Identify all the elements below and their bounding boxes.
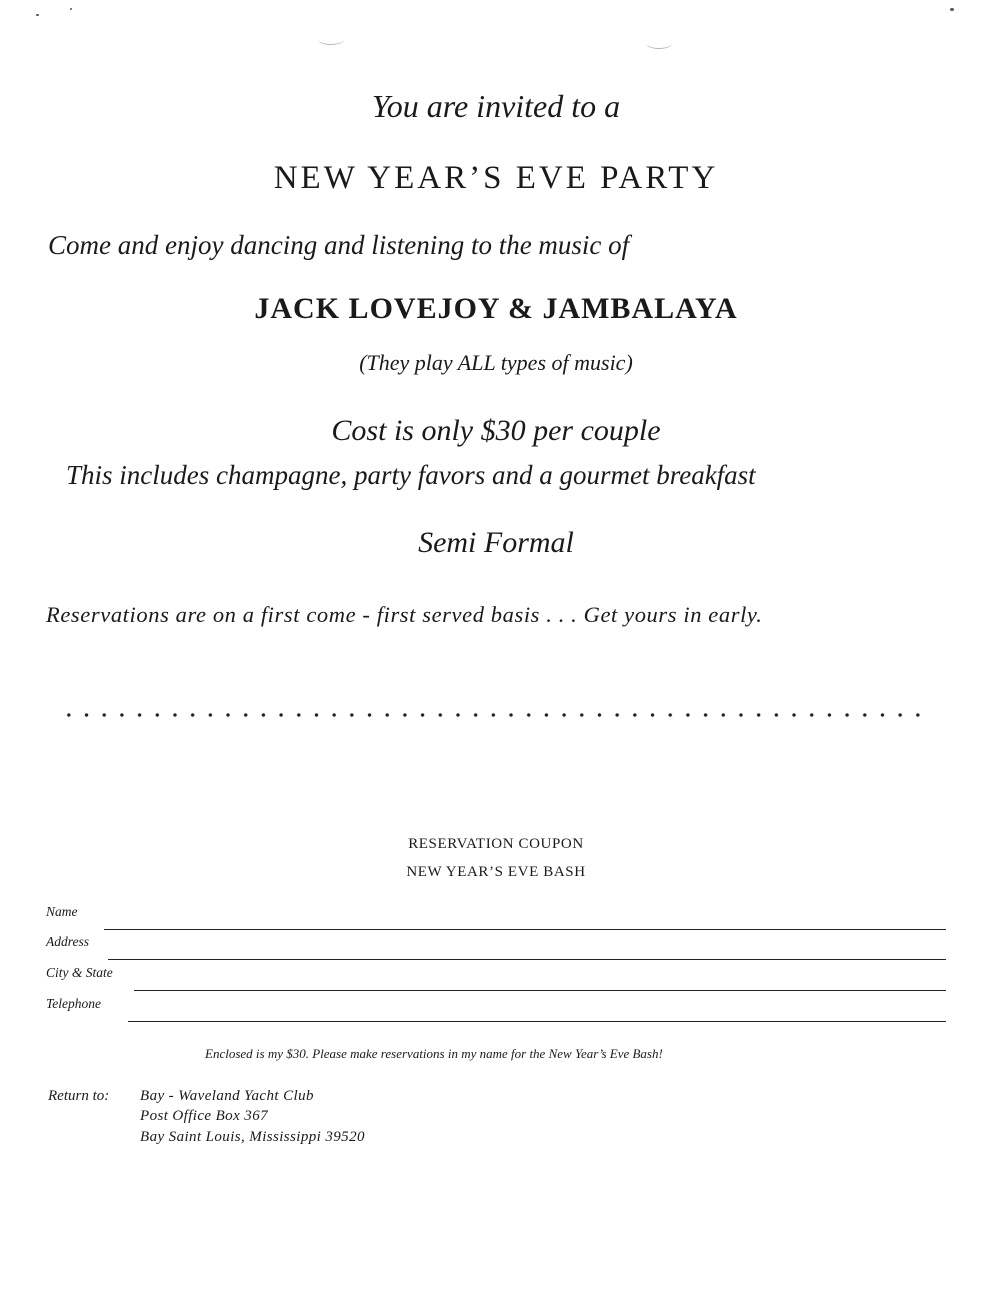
name-field-line[interactable] [104, 929, 946, 930]
coupon-heading: RESERVATION COUPON [408, 836, 584, 852]
return-address-line3: Bay Saint Louis, Mississippi 39520 [140, 1129, 365, 1145]
return-address-line2: Post Office Box 367 [140, 1108, 268, 1124]
scan-speck [70, 8, 72, 10]
band-name: JACK LOVEJOY & JAMBALAYA [254, 292, 738, 325]
address-field-label: Address [46, 934, 89, 949]
return-address-line1: Bay - Waveland Yacht Club [140, 1088, 314, 1104]
party-title: NEW YEAR’S EVE PARTY [273, 160, 719, 196]
telephone-field-label: Telephone [46, 996, 101, 1011]
scan-speck [950, 8, 954, 11]
cost-line: Cost is only $30 per couple [331, 414, 661, 447]
city-state-field-label: City & State [46, 965, 113, 980]
city-state-field-line[interactable] [134, 990, 946, 991]
enclosed-statement: Enclosed is my $30. Please make reservations in my name for the New Year’s Eve Bash! [205, 1046, 663, 1061]
reservation-note: Reservations are on a first come - first served basis . . . Get yours in early. [46, 602, 763, 627]
return-to-label: Return to: [48, 1088, 110, 1104]
telephone-field-line[interactable] [128, 1021, 946, 1022]
scan-speck [36, 14, 39, 16]
attire-line: Semi Formal [418, 526, 574, 559]
includes-line: This includes champagne, party favors and a gourmet breakfast [66, 460, 756, 490]
music-intro: Come and enjoy dancing and listening to the music of [48, 230, 630, 260]
scan-mark [646, 38, 672, 49]
invitation-intro: You are invited to a [371, 88, 621, 124]
coupon-subheading: NEW YEAR’S EVE BASH [406, 864, 586, 880]
address-field-line[interactable] [108, 959, 946, 960]
scan-mark [318, 34, 344, 45]
name-field-label: Name [46, 904, 78, 919]
band-note: (They play ALL types of music) [359, 350, 633, 375]
tear-off-dotted-line [60, 712, 930, 718]
